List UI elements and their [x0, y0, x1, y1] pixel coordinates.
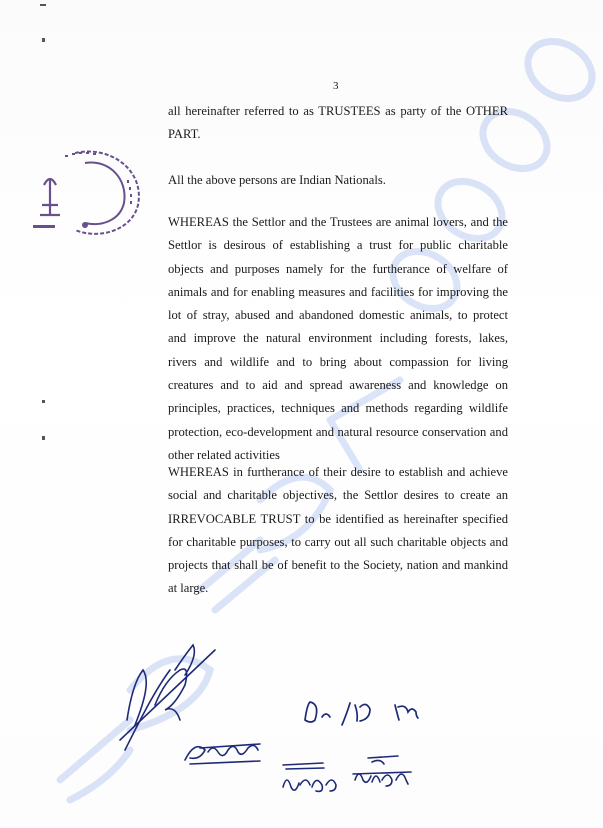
signature-3: [300, 695, 430, 730]
scan-mark: [42, 400, 45, 403]
official-stamp: [30, 145, 145, 245]
signature-date-1: [278, 757, 348, 797]
paragraph-whereas-irrevocable-trust: WHEREAS in furtherance of their desire to establish and achieve social and charitable objectives, the Settlor desires to create an IRREVOCABLE TRUST to be identified as hereinafter specified for charitable purposes, to carry out all such charitable objects and projects that shall be of benefit to the Society, nation and mankind at large.: [168, 465, 508, 596]
paragraph-whereas-animal-lovers: WHEREAS the Settlor and the Trustees are animal lovers, and the Settlor is desirous of establishing a trust for public charitable objects and purposes namely for the furtherance of welfare of animals and for enabling measures and facilities for improving the lot of stray, abused and abandoned domestic animals, to protect and improve the natural environment including forests, lakes, rivers and wildlife and to bring about compassion for living creatures and to aid and spread awareness and knowledge on principles, practices, techniques and methods regarding wildlife protection, eco-development and natural resource conservation and other related activities: [168, 215, 508, 462]
scan-mark: [42, 38, 45, 42]
signature-2: [180, 730, 275, 770]
scan-mark: [40, 4, 46, 6]
signature-date-2: [350, 752, 415, 792]
page-number: 3: [333, 80, 339, 92]
paragraph-trustees: all hereinafter referred to as TRUSTEES as party of the OTHER PART.: [168, 104, 508, 142]
scan-mark: [42, 436, 45, 440]
paragraph-nationals: All the above persons are Indian Nationals.: [168, 173, 386, 187]
